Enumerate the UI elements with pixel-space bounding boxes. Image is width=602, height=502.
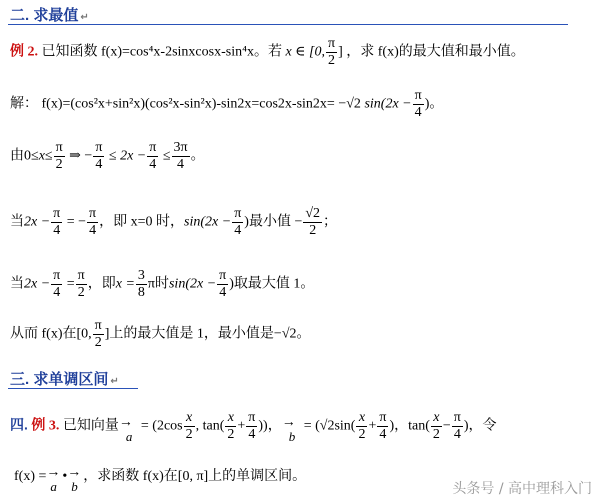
paragraph-mark-icon: ↵ — [80, 12, 89, 23]
plus-sign: + — [237, 418, 246, 434]
fraction-pi-over-4: $\frac{\pi}{4}$ — [379, 410, 387, 442]
example-3-last-line — [14, 462, 306, 492]
set-close: ] — [338, 44, 343, 60]
step-3-max: 取最大值 1。 — [233, 276, 315, 292]
vector-b-tan: tan( — [408, 418, 430, 434]
vector-a: → a — [46, 465, 61, 494]
example-3-line — [10, 410, 497, 443]
example-3-prefix: 四. — [10, 416, 28, 433]
step-1-prefix: 由0≤ — [10, 148, 39, 164]
fraction-pi-over-4: $\frac{\pi}{4}$ — [53, 268, 61, 300]
minus-sign: − — [442, 418, 451, 434]
fraction-pi-over-4: $\frac{\pi}{4}$ — [248, 410, 256, 442]
last-line-text: ，求函数 f(x)在[0, π]上的单调区间。 — [83, 469, 307, 485]
step-3-line — [10, 268, 314, 301]
section-title-2-text: 二. 求最值 — [10, 7, 79, 24]
step-2-eq: = − — [66, 214, 87, 230]
watermark: 头条号 / 高中理科入门 — [452, 481, 592, 497]
step-3-x: x = — [115, 276, 135, 292]
arrow-icon: → — [67, 465, 82, 480]
fraction-x-over-2: $\frac{x}{2}$ — [432, 410, 440, 442]
step-1-2x: ≤ 2x − — [108, 148, 147, 164]
vector-b-close: )， — [389, 418, 409, 434]
fraction-pi-over-4: $\frac{\pi}{4}$ — [219, 268, 227, 300]
dot-product: • — [62, 469, 68, 485]
step-3-when: 当 — [10, 276, 24, 292]
step-1-le: ≤ — [162, 148, 171, 164]
fraction-pi-over-2: $\frac{\pi}{2}$ — [77, 268, 85, 300]
fraction-pi-over-4: $\frac{\pi}{4}$ — [89, 206, 97, 238]
f-eq: f(x) = — [14, 469, 47, 485]
fraction-x-over-2: $\frac{x}{2}$ — [185, 410, 193, 442]
fraction-pi-over-4: $\frac{\pi}{4}$ — [453, 410, 461, 442]
step-3-close: ) — [229, 276, 234, 292]
fraction-3-over-8: $\frac{3}{8}$ — [137, 268, 145, 300]
vector-b: → b — [281, 414, 296, 444]
step-1-implies: ⇒ − — [69, 148, 93, 164]
solution-neg-sqrt2: −√2 — [338, 96, 361, 112]
conclusion-text-a: 从而 f(x)在 — [10, 326, 77, 342]
fraction-pi-over-2: $\frac{\pi}{2}$ — [328, 36, 336, 68]
example-3-text: 已知向量 — [62, 418, 119, 434]
vector-b-sqrt2: √2 — [319, 418, 335, 434]
example-3-label: 例 3. — [31, 418, 60, 434]
step-3-sin: sin(2x − — [168, 276, 217, 292]
example-3-end: )，令 — [463, 418, 497, 434]
conclusion-text-b: 上的最大值是 1，最小值是 — [109, 326, 274, 342]
fraction-pi-over-2: $\frac{\pi}{2}$ — [55, 140, 63, 172]
section-rule — [8, 24, 568, 25]
fraction-pi-over-2: $\frac{\pi}{2}$ — [94, 318, 102, 350]
step-2-min: 最小值 − — [248, 214, 303, 230]
arrow-icon: → — [281, 414, 296, 430]
step-2-close: ) — [244, 214, 249, 230]
step-3-eq: = — [66, 276, 75, 292]
fraction-sqrt2-over-2: $\frac{√2}{2}$ — [305, 206, 321, 238]
fraction-pi-over-4: $\frac{\pi}{4}$ — [414, 88, 422, 120]
step-2-end: ； — [323, 214, 338, 230]
fraction-x-over-2: $\frac{x}{2}$ — [358, 410, 366, 442]
step-2-line — [10, 206, 337, 239]
conclusion-bracket-close: ] — [104, 326, 110, 342]
comma: ， — [267, 418, 282, 434]
step-1-end: 。 — [190, 148, 205, 164]
section-rule — [8, 388, 138, 389]
section-title-3-text: 三. 求单调区间 — [10, 371, 109, 388]
section-title-3 — [10, 368, 119, 389]
conclusion-bracket-open: [0, — [76, 326, 92, 342]
vector-a-tan: , tan( — [195, 418, 225, 434]
solution-expr: f(x)=(cos²x+sin²x)(cos²x-sin²x)-sin2x=cos2x-sin2x= — [41, 96, 335, 112]
step-2-sin: sin(2x − — [184, 214, 232, 230]
paragraph-mark-icon: ↵ — [110, 376, 119, 387]
solution-end: 。 — [429, 96, 444, 112]
step-1-line — [10, 140, 205, 173]
vector-a-close: )) — [258, 418, 268, 434]
example-2-line — [10, 36, 525, 69]
conclusion-end: 。 — [296, 326, 311, 342]
solution-close: ) — [424, 96, 430, 112]
conclusion-line — [10, 318, 311, 351]
vector-b-eq: = ( — [303, 418, 320, 434]
solution-sin: sin(2x − — [364, 96, 412, 112]
vector-b: → b — [67, 465, 82, 494]
arrow-icon: → — [46, 465, 61, 480]
step-1-x: x≤ — [38, 148, 53, 164]
example-2-label: 例 2. — [10, 44, 38, 60]
fraction-pi-over-4: $\frac{\pi}{4}$ — [95, 140, 103, 172]
solution-line — [10, 88, 443, 121]
step-3-2x: 2x − — [24, 276, 51, 292]
fraction-pi-over-4: $\frac{\pi}{4}$ — [53, 206, 61, 238]
fraction-x-over-2: $\frac{x}{2}$ — [227, 410, 235, 442]
step-2-2x: 2x − — [24, 214, 51, 230]
step-3-pi-when: π时 — [147, 276, 169, 292]
example-2-text: 已知函数 f(x)=cos⁴x-2sinxcosx-sin⁴x。若 — [41, 44, 282, 60]
set-x: x ∈ [0, — [285, 44, 325, 60]
step-2-when: 当 — [10, 214, 24, 230]
fraction-3pi-over-4: $\frac{3\pi}{4}$ — [173, 140, 188, 172]
arrow-icon: → — [118, 414, 133, 430]
solution-label: 解： — [10, 96, 38, 112]
example-2-question: ，求 f(x)的最大值和最小值。 — [346, 44, 525, 60]
vector-a-eq: = (2cos — [140, 418, 183, 434]
step-2-text: ，即 x=0 时， — [99, 214, 185, 230]
plus-sign: + — [368, 418, 377, 434]
vector-b-sin: sin( — [334, 418, 356, 434]
vector-a: → a — [118, 414, 133, 444]
step-3-ie: ，即 — [87, 276, 116, 292]
fraction-pi-over-4: $\frac{\pi}{4}$ — [234, 206, 242, 238]
section-title-2 — [10, 4, 89, 25]
conclusion-neg-sqrt2: −√2 — [273, 326, 297, 342]
fraction-pi-over-4: $\frac{\pi}{4}$ — [149, 140, 157, 172]
